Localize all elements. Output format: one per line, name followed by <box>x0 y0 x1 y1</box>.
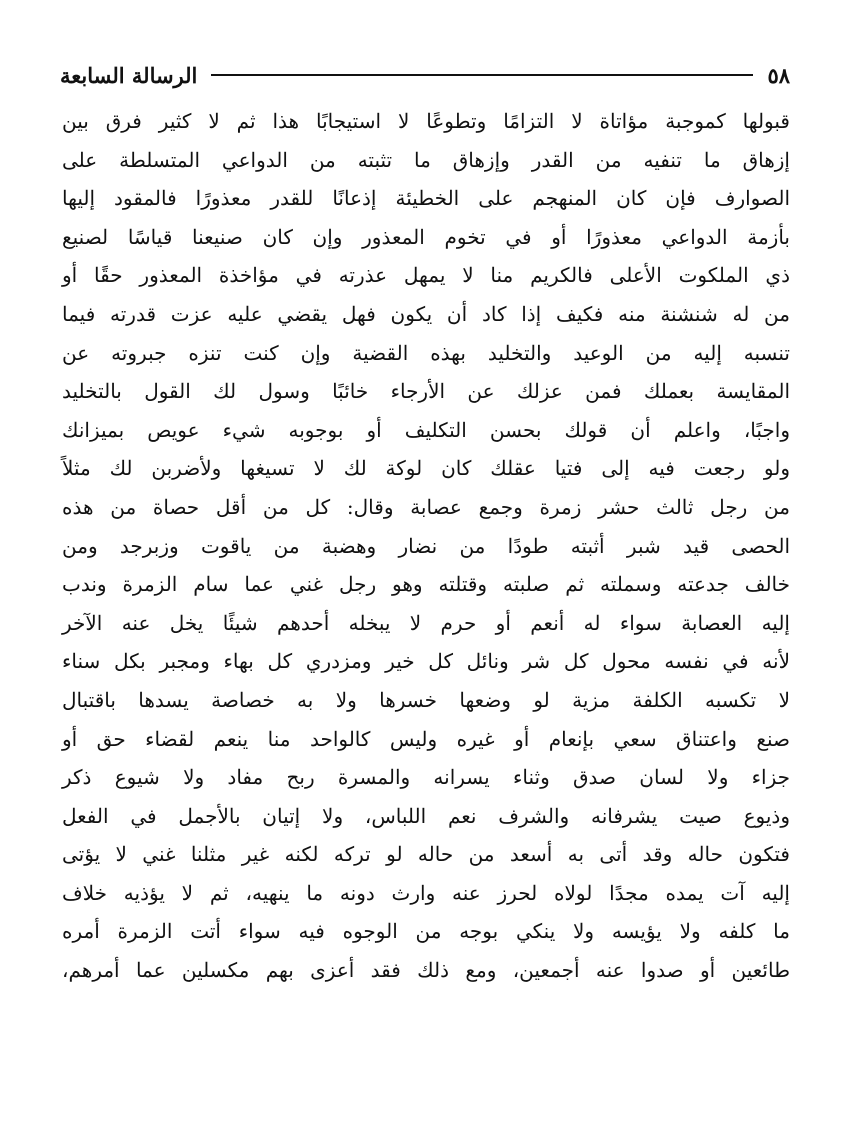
header-rule <box>211 74 753 76</box>
text-line: من له شنشنة منه فكيف إذا كاد أن يكون فهل يقضي عليه عزت قدرته فيما <box>62 301 790 326</box>
text-line: الحصى قيد شبر أثبته طودًا من نضار وهضبة من ياقوت وزبرجد ومن <box>62 533 790 558</box>
page-number: ٥٨ <box>767 62 790 88</box>
running-title: الرسالة السابعة <box>60 62 198 88</box>
text-line: ما كلفه ولا يؤيسه ولا ينكي بوجه من الوجوه فيه سواء أتت الزمرة أمره <box>62 919 790 944</box>
page-header <box>60 58 790 92</box>
text-line: تنسبه إليه من الوعيد والتخليد بهذه القضية وإن كنت تنزه جبروته عن <box>62 340 791 365</box>
text-line: صنع واعتناق سعي بإنعام أو غيره وليس كالواحد منا ينعم لقضاء حق أو <box>62 726 790 751</box>
text-line: لأنه في نفسه محول كل شر ونائل كل خير ومزدري كل بهاء ومجبر بكل سناء <box>62 649 790 674</box>
text-line: خالف جدعته وسملته ثم صلبته وقتلته وهو رجل غني عما سام الزمرة وندب <box>62 572 790 597</box>
body-text <box>62 102 790 990</box>
text-line: إزهاق ما تنفيه من القدر وإزهاق ما تثبته من الدواعي المتسلطة على <box>62 147 790 172</box>
text-line: ولو رجعت فيه إلى فتيا عقلك كان لوكة لك لا تسيغها ولأضربن لك مثلاً <box>62 456 790 481</box>
text-line: من رجل ثالث حشر زمرة وجمع عصابة وقال: كل من أقل حصاة من هذه <box>62 494 790 519</box>
text-line: طائعين أو صدوا عنه أجمعين، ومع ذلك فقد أعزى بهم مكسلين عما أمرهم، <box>62 958 790 983</box>
text-line: ذي الملكوت الأعلى فالكريم منا لا يمهل عذرته في مؤاخذة المعذور حقًا أو <box>62 263 790 288</box>
text-line: إليه العصابة سواء له أنعم أو حرم لا يبخله أحدهم شيئًا يخل عنه الآخر <box>62 610 790 635</box>
text-line: بأزمة الدواعي معذورًا أو في تخوم المعذور وإن كان صنيعنا قياسًا لصنيع <box>62 224 790 249</box>
text-line: جزاء ولا لسان صدق وثناء يسرانه والمسرة ربح مفاد ولا شيوع ذكر <box>62 765 790 790</box>
text-line: واجبًا، واعلم أن قولك بحسن التكليف أو بوجوبه شيء عويص بميزانك <box>62 417 790 442</box>
text-line: لا تكسبه الكلفة مزية لو وضعها خسرها ولا به خصاصة يسدها باقتبال <box>62 687 790 712</box>
text-line: المقايسة بعملك فمن عزلك عن الأرجاء خائبًا وسول لك القول بالتخليد <box>62 379 790 404</box>
text-line: الصوارف فإن كان المنهجم على الخطيئة إذعانًا للقدر معذورًا فالمقود إليها <box>62 186 790 211</box>
text-line: قبولها كموجبة مؤاتاة لا التزامًا وتطوعًا لا استيجابًا هذا ثم لا كثير فرق بين <box>62 109 790 133</box>
text-line: فتكون حاله وقد أتى به أسعد من حاله لو تركه لكنه غير مثلنا غني لا يؤتى <box>62 842 790 867</box>
text-line: وذيوع صيت يشرفانه والشرف نعم اللباس، ولا إتيان بالأجمل في الفعل <box>62 803 790 828</box>
text-line: إليه آت يمده مجدًا لولاه لحرز عنه وارث دونه ما ينهيه، ثم لا يؤذيه خلاف <box>62 880 790 905</box>
